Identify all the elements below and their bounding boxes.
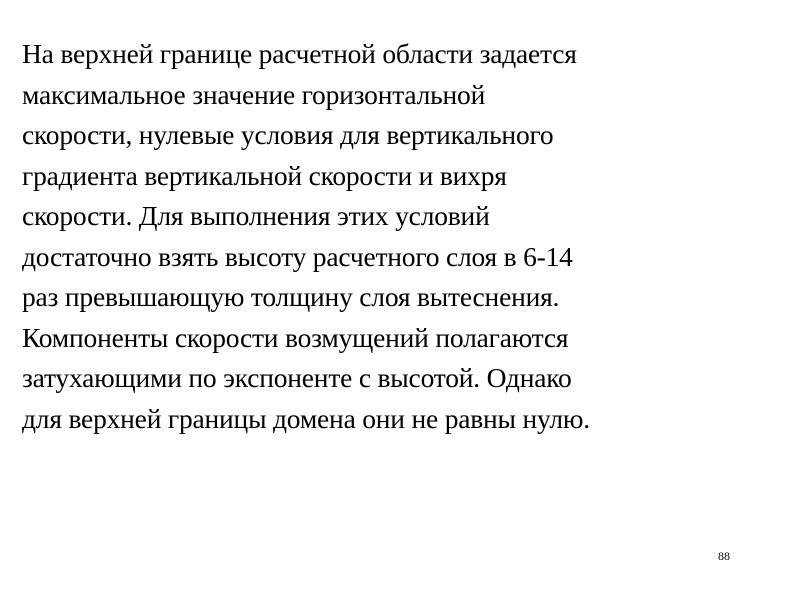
body-line: скорости, нулевые условия для вертикального — [22, 119, 554, 150]
body-line: Компоненты скорости возмущений полагаются — [22, 321, 569, 353]
body-line: максимальное значение горизонтальной — [22, 78, 486, 110]
body-line: градиента вертикальной скорости и вихря — [22, 159, 507, 191]
body-line: достаточно взять высоту расчетного слоя в 6-14 — [22, 240, 573, 272]
body-line: раз превышающую толщину слоя вытеснения. — [22, 281, 560, 312]
body-line: для верхней границы домена они не равны нулю. — [22, 402, 590, 434]
body-paragraph — [22, 34, 782, 439]
page-number: 88 — [718, 549, 730, 563]
body-line: скорости. Для выполнения этих условий — [22, 200, 490, 231]
body-line: На верхней границе расчетной области задается — [22, 38, 577, 69]
body-line: затухающими по экспоненте с высотой. Однако — [22, 362, 572, 393]
